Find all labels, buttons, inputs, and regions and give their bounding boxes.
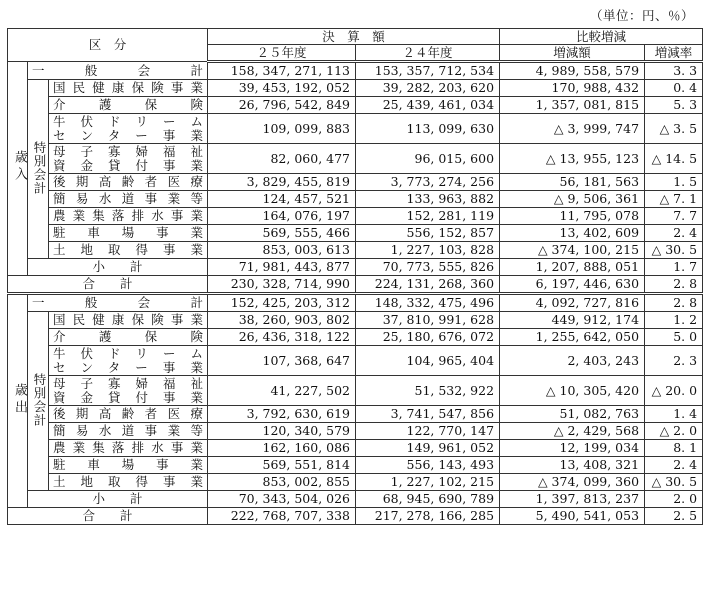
revenue-item-fy24: 556, 152, 857 (356, 225, 500, 242)
revenue-total-fy25: 230, 328, 714, 990 (208, 276, 356, 294)
revenue-item-rate: 0. 4 (645, 80, 703, 97)
expenditure-total-row (8, 508, 703, 525)
revenue-item-diff: 11, 795, 078 (500, 208, 645, 225)
item-name-line1: 後期高齢者医療 (53, 406, 204, 421)
revenue-item-rate: 7. 7 (645, 208, 703, 225)
revenue-item-rate: 2. 4 (645, 225, 703, 242)
header-category: 区 分 (8, 29, 208, 62)
revenue-item-name (49, 208, 208, 225)
expenditure-item-diff: 12, 199, 034 (500, 440, 645, 457)
revenue-subtotal-label: 小 計 (28, 259, 208, 276)
budget-table (7, 28, 703, 525)
expenditure-section-label (8, 294, 28, 508)
expenditure-item-diff: △ 10, 305, 420 (500, 376, 645, 406)
table-row (8, 242, 703, 259)
expenditure-subtotal-diff: 1, 397, 813, 237 (500, 491, 645, 508)
revenue-item-fy25: 39, 453, 192, 052 (208, 80, 356, 97)
expenditure-general-fy25: 152, 425, 203, 312 (208, 294, 356, 312)
expenditure-item-name (49, 406, 208, 423)
revenue-subtotal-fy24: 70, 773, 555, 826 (356, 259, 500, 276)
table-row (8, 312, 703, 329)
table-row (8, 191, 703, 208)
header-fy24: ２４年度 (356, 45, 500, 62)
revenue-item-rate: △ 3. 5 (645, 114, 703, 144)
item-name-line1: 駐 車 場 事 業 (53, 457, 204, 472)
expenditure-item-name (49, 346, 208, 376)
expenditure-item-diff: 2, 403, 243 (500, 346, 645, 376)
expenditure-item-fy25: 107, 368, 647 (208, 346, 356, 376)
item-name-line1: 農業集落排水事業 (53, 440, 204, 455)
expenditure-item-name (49, 440, 208, 457)
expenditure-item-name (49, 423, 208, 440)
revenue-item-name (49, 97, 208, 114)
expenditure-general-name (28, 294, 208, 312)
expenditure-subtotal-rate: 2. 0 (645, 491, 703, 508)
expenditure-total-rate: 2. 5 (645, 508, 703, 525)
revenue-total-fy24: 224, 131, 268, 360 (356, 276, 500, 294)
revenue-item-name (49, 225, 208, 242)
table-row (8, 440, 703, 457)
revenue-item-name (49, 80, 208, 97)
revenue-subtotal-diff: 1, 207, 888, 051 (500, 259, 645, 276)
revenue-item-rate: 1. 5 (645, 174, 703, 191)
expenditure-item-diff: 1, 255, 642, 050 (500, 329, 645, 346)
item-name-line1: 簡易水道事業等 (53, 191, 204, 206)
expenditure-subtotal-fy24: 68, 945, 690, 789 (356, 491, 500, 508)
expenditure-item-rate: △ 20. 0 (645, 376, 703, 406)
revenue-section-label-text: 歳入 (12, 150, 27, 184)
expenditure-general-name-text: 一 般 会 計 (32, 295, 204, 310)
expenditure-item-fy25: 38, 260, 903, 802 (208, 312, 356, 329)
expenditure-item-fy25: 569, 551, 814 (208, 457, 356, 474)
expenditure-item-fy25: 162, 160, 086 (208, 440, 356, 457)
expenditure-total-label: 合 計 (8, 508, 208, 525)
revenue-item-fy25: 3, 829, 455, 819 (208, 174, 356, 191)
revenue-item-fy24: 1, 227, 103, 828 (356, 242, 500, 259)
unit-note: （単位：円、％） (589, 8, 694, 23)
revenue-item-diff: 13, 402, 609 (500, 225, 645, 242)
revenue-item-name (49, 144, 208, 174)
table-row (8, 406, 703, 423)
expenditure-item-rate: 1. 4 (645, 406, 703, 423)
revenue-general-name-text: 一 般 会 計 (32, 62, 204, 78)
revenue-item-name (49, 114, 208, 144)
expenditure-item-name (49, 312, 208, 329)
revenue-total-label: 合 計 (8, 276, 208, 294)
expenditure-section-label-text: 歳出 (12, 382, 27, 417)
item-name-line1: 土地取得事業 (53, 242, 204, 257)
expenditure-general-fy24: 148, 332, 475, 496 (356, 294, 500, 312)
table-row (8, 174, 703, 191)
item-name-line2: 資金貸付事業 (53, 389, 204, 405)
expenditure-item-fy25: 853, 002, 855 (208, 474, 356, 491)
revenue-item-fy24: 113, 099, 630 (356, 114, 500, 144)
item-name-line1: 駐 車 場 事 業 (53, 225, 204, 240)
expenditure-item-name (49, 474, 208, 491)
revenue-item-fy25: 109, 099, 883 (208, 114, 356, 144)
table-row (8, 97, 703, 114)
table-row (8, 208, 703, 225)
revenue-item-diff: △ 3, 999, 747 (500, 114, 645, 144)
revenue-item-fy24: 3, 773, 274, 256 (356, 174, 500, 191)
table-row (8, 423, 703, 440)
item-name-line1: 牛伏ドリーム (53, 345, 204, 361)
item-name-line1: 簡易水道事業等 (53, 423, 204, 438)
expenditure-general-row (8, 294, 703, 312)
expenditure-item-rate: △ 2. 0 (645, 423, 703, 440)
expenditure-item-rate: 2. 4 (645, 457, 703, 474)
revenue-item-name (49, 174, 208, 191)
expenditure-item-diff: △ 374, 099, 360 (500, 474, 645, 491)
table-row (8, 474, 703, 491)
header-row-1 (8, 29, 703, 45)
revenue-item-diff: △ 9, 506, 361 (500, 191, 645, 208)
revenue-item-diff: 170, 988, 432 (500, 80, 645, 97)
revenue-item-rate: △ 7. 1 (645, 191, 703, 208)
table-row (8, 80, 703, 97)
expenditure-item-rate: 2. 3 (645, 346, 703, 376)
revenue-general-fy24: 153, 357, 712, 534 (356, 62, 500, 80)
expenditure-item-diff: 449, 912, 174 (500, 312, 645, 329)
revenue-item-fy24: 25, 439, 461, 034 (356, 97, 500, 114)
header-fy25: ２５年度 (208, 45, 356, 62)
revenue-item-fy25: 853, 003, 613 (208, 242, 356, 259)
expenditure-item-fy25: 26, 436, 318, 122 (208, 329, 356, 346)
table-row (8, 144, 703, 174)
revenue-item-fy25: 569, 555, 466 (208, 225, 356, 242)
revenue-item-name (49, 242, 208, 259)
revenue-subtotal-row (8, 259, 703, 276)
expenditure-item-fy24: 556, 143, 493 (356, 457, 500, 474)
table-row (8, 376, 703, 406)
expenditure-item-name (49, 457, 208, 474)
revenue-item-diff: 56, 181, 563 (500, 174, 645, 191)
expenditure-total-fy25: 222, 768, 707, 338 (208, 508, 356, 525)
revenue-item-fy25: 124, 457, 521 (208, 191, 356, 208)
expenditure-item-diff: 51, 082, 763 (500, 406, 645, 423)
expenditure-total-fy24: 217, 278, 166, 285 (356, 508, 500, 525)
revenue-item-rate: △ 14. 5 (645, 144, 703, 174)
revenue-total-diff: 6, 197, 446, 630 (500, 276, 645, 294)
revenue-item-fy24: 133, 963, 882 (356, 191, 500, 208)
expenditure-subtotal-fy25: 70, 343, 504, 026 (208, 491, 356, 508)
item-name-line2: 資金貸付事業 (53, 157, 204, 173)
revenue-general-name (28, 62, 208, 80)
expenditure-item-fy25: 120, 340, 579 (208, 423, 356, 440)
header-diff: 増減額 (500, 45, 645, 62)
expenditure-total-diff: 5, 490, 541, 053 (500, 508, 645, 525)
item-name-line2: センター事業 (53, 359, 204, 375)
revenue-item-name (49, 191, 208, 208)
expenditure-item-name (49, 329, 208, 346)
expenditure-subtotal-label: 小 計 (28, 491, 208, 508)
expenditure-item-fy24: 3, 741, 547, 856 (356, 406, 500, 423)
revenue-subtotal-fy25: 71, 981, 443, 877 (208, 259, 356, 276)
item-name-line1: 国民健康保険事業 (53, 312, 204, 327)
header-rate: 増減率 (645, 45, 703, 62)
expenditure-item-rate: 1. 2 (645, 312, 703, 329)
revenue-item-rate: 5. 3 (645, 97, 703, 114)
revenue-general-rate: 3. 3 (645, 62, 703, 80)
revenue-item-fy24: 96, 015, 600 (356, 144, 500, 174)
expenditure-item-rate: 5. 0 (645, 329, 703, 346)
item-name-line1: 母子寡婦福祉 (53, 375, 204, 391)
expenditure-item-fy24: 37, 810, 991, 628 (356, 312, 500, 329)
expenditure-item-name (49, 376, 208, 406)
expenditure-item-fy24: 1, 227, 102, 215 (356, 474, 500, 491)
expenditure-item-fy25: 41, 227, 502 (208, 376, 356, 406)
expenditure-item-fy24: 149, 961, 052 (356, 440, 500, 457)
revenue-item-rate: △ 30. 5 (645, 242, 703, 259)
expenditure-item-fy24: 25, 180, 676, 072 (356, 329, 500, 346)
item-name-line1: 国民健康保険事業 (53, 80, 204, 95)
revenue-subtotal-rate: 1. 7 (645, 259, 703, 276)
expenditure-general-diff: 4, 092, 727, 816 (500, 294, 645, 312)
revenue-general-diff: 4, 989, 558, 579 (500, 62, 645, 80)
table-row (8, 114, 703, 144)
expenditure-special-label-text: 特別会計 (32, 372, 47, 427)
item-name-line2: センター事業 (53, 127, 204, 143)
item-name-line1: 土地取得事業 (53, 474, 204, 489)
header-settlement: 決 算 額 (208, 29, 500, 45)
expenditure-subtotal-row (8, 491, 703, 508)
item-name-line1: 農業集落排水事業 (53, 208, 204, 223)
expenditure-item-rate: 8. 1 (645, 440, 703, 457)
table-row (8, 329, 703, 346)
expenditure-special-label (28, 312, 49, 491)
revenue-item-fy24: 39, 282, 203, 620 (356, 80, 500, 97)
expenditure-item-diff: △ 2, 429, 568 (500, 423, 645, 440)
revenue-special-label (28, 80, 49, 259)
table-row (8, 457, 703, 474)
revenue-general-fy25: 158, 347, 271, 113 (208, 62, 356, 80)
item-name-line1: 介 護 保 険 (53, 329, 204, 344)
expenditure-item-fy24: 122, 770, 147 (356, 423, 500, 440)
revenue-item-fy25: 82, 060, 477 (208, 144, 356, 174)
header-comparison: 比較増減 (500, 29, 703, 45)
expenditure-item-fy25: 3, 792, 630, 619 (208, 406, 356, 423)
expenditure-item-rate: △ 30. 5 (645, 474, 703, 491)
table-row (8, 225, 703, 242)
revenue-item-fy25: 26, 796, 542, 849 (208, 97, 356, 114)
item-name-line1: 母子寡婦福祉 (53, 143, 204, 159)
expenditure-general-rate: 2. 8 (645, 294, 703, 312)
revenue-item-fy24: 152, 281, 119 (356, 208, 500, 225)
item-name-line1: 牛伏ドリーム (53, 113, 204, 129)
revenue-general-row (8, 62, 703, 80)
revenue-section-label (8, 62, 28, 276)
table-row (8, 346, 703, 376)
expenditure-item-fy24: 104, 965, 404 (356, 346, 500, 376)
item-name-line1: 後期高齢者医療 (53, 174, 204, 189)
item-name-line1: 介 護 保 険 (53, 97, 204, 112)
expenditure-item-fy24: 51, 532, 922 (356, 376, 500, 406)
revenue-item-diff: △ 13, 955, 123 (500, 144, 645, 174)
revenue-total-rate: 2. 8 (645, 276, 703, 294)
revenue-total-row (8, 276, 703, 294)
revenue-item-diff: △ 374, 100, 215 (500, 242, 645, 259)
expenditure-item-diff: 13, 408, 321 (500, 457, 645, 474)
revenue-special-label-text: 特別会計 (32, 140, 47, 195)
revenue-item-fy25: 164, 076, 197 (208, 208, 356, 225)
revenue-item-diff: 1, 357, 081, 815 (500, 97, 645, 114)
